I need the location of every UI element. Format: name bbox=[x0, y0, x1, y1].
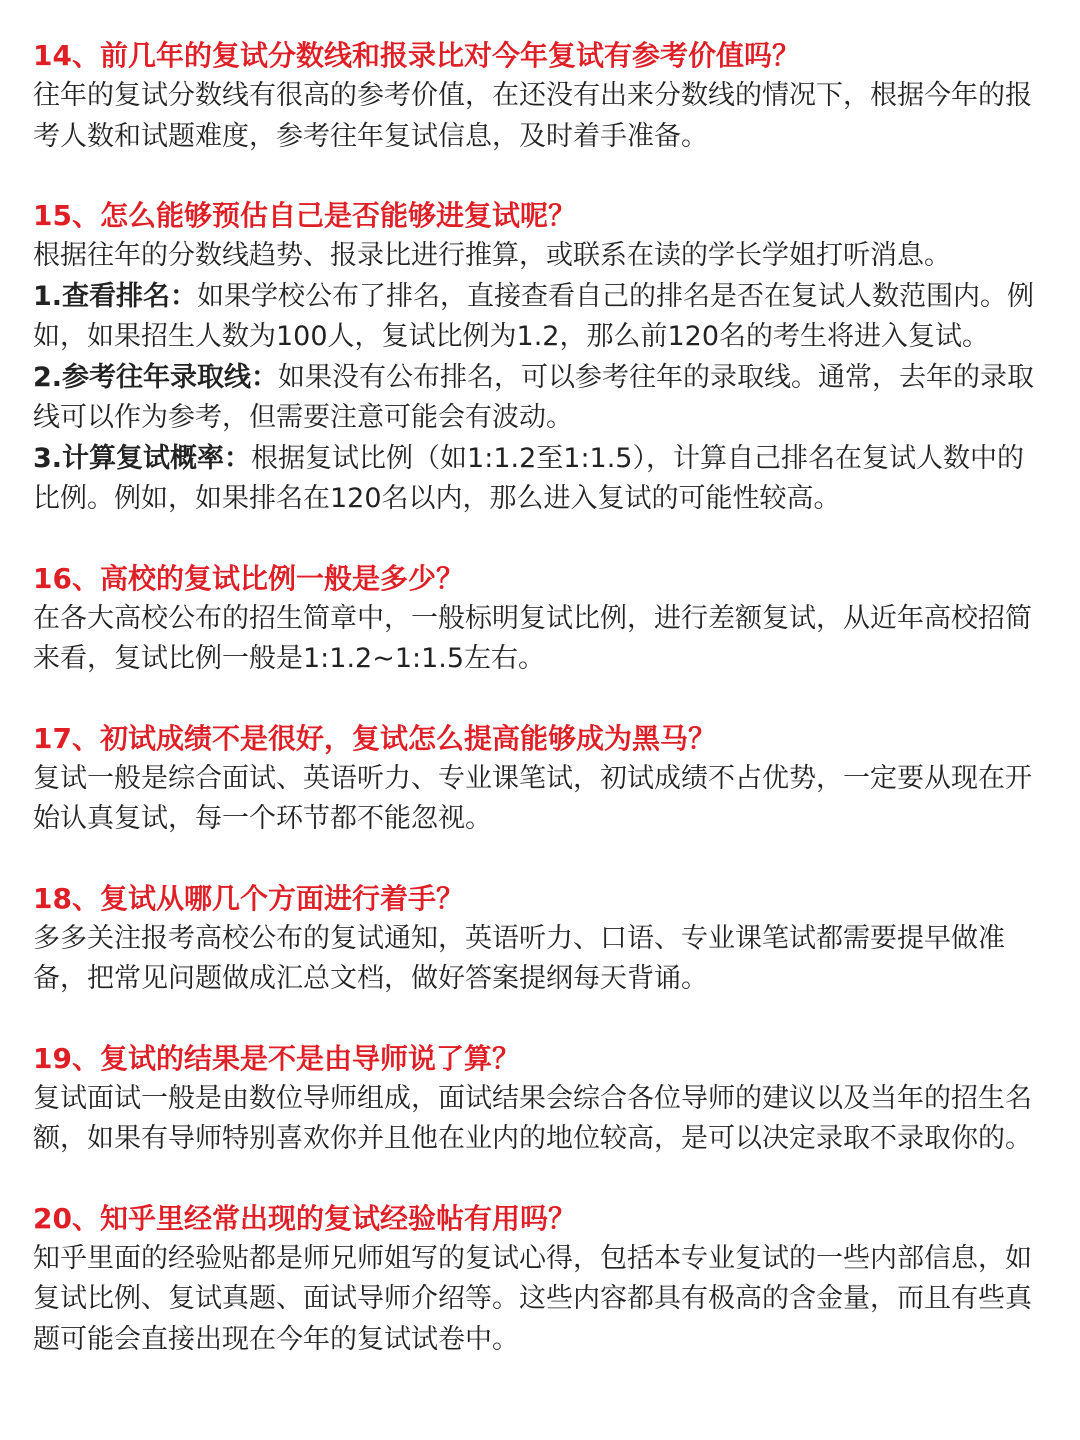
point-text: 如果学校公布了排名，直接查看自己的排名是否在复试人数范围内。例如，如果招生人数为100人，复试比例为1.2，那么前120名的考生将进入复试。 bbox=[33, 280, 1035, 352]
answer-point bbox=[33, 277, 1047, 358]
answer-point bbox=[33, 439, 1047, 520]
point-label: 1.查看排名： bbox=[33, 280, 198, 312]
faq-item-19 bbox=[33, 1039, 1047, 1160]
question-heading: 19、复试的结果是不是由导师说了算？ bbox=[33, 1041, 520, 1075]
faq-item-15 bbox=[33, 196, 1047, 520]
question-heading: 14、前几年的复试分数线和报录比对今年复试有参考价值吗？ bbox=[33, 39, 800, 72]
faq-item-16 bbox=[33, 559, 1047, 680]
answer-text: 多多关注报考高校公布的复试通知，英语听力、口语、专业课笔试都需要提早做准备，把常见问题做成汇总文档，做好答案提纲每天背诵。 bbox=[33, 922, 1005, 994]
answer-text: 根据往年的分数线趋势、报录比进行推算，或联系在读的学长学姐打听消息。 bbox=[33, 240, 951, 271]
faq-item-14 bbox=[33, 36, 1047, 157]
answer-text: 复试一般是综合面试、英语听力、专业课笔试，初试成绩不占优势，一定要从现在开始认真复试，每一个环节都不能忽视。 bbox=[33, 762, 1032, 834]
faq-item-17 bbox=[33, 719, 1047, 840]
faq-item-20 bbox=[33, 1199, 1047, 1361]
faq-document bbox=[33, 36, 1047, 1360]
point-label: 3.计算复试概率： bbox=[33, 442, 252, 474]
answer-point bbox=[33, 358, 1047, 439]
answer-text: 复试面试一般是由数位导师组成，面试结果会综合各位导师的建议以及当年的招生名额，如果有导师特别喜欢你并且他在业内的地位较高，是可以决定录取不录取你的。 bbox=[33, 1082, 1032, 1154]
point-text: 根据复试比例（如1:1.2至1:1.5），计算自己排名在复试人数中的比例。例如，如果排名在120名以内，那么进入复试的可能性较高。 bbox=[33, 442, 1024, 514]
point-label: 2.参考往年录取线： bbox=[33, 361, 279, 393]
question-heading: 16、高校的复试比例一般是多少？ bbox=[33, 561, 464, 595]
question-heading: 20、知乎里经常出现的复试经验帖有用吗？ bbox=[33, 1201, 576, 1235]
answer-text: 知乎里面的经验贴都是师兄师姐写的复试心得，包括本专业复试的一些内部信息，如复试比例、复试真题、面试导师介绍等。这些内容都具有极高的含金量，而且有些真题可能会直接出现在今年的复试试卷中。 bbox=[33, 1242, 1032, 1355]
answer-text: 往年的复试分数线有很高的参考价值，在还没有出来分数线的情况下，根据今年的报考人数和试题难度，参考往年复试信息，及时着手准备。 bbox=[33, 80, 1032, 152]
question-heading: 18、复试从哪几个方面进行着手？ bbox=[33, 881, 464, 915]
answer-text: 在各大高校公布的招生简章中，一般标明复试比例，进行差额复试，从近年高校招简来看，复试比例一般是1:1.2~1:1.5左右。 bbox=[33, 602, 1032, 674]
question-heading: 17、初试成绩不是很好，复试怎么提高能够成为黑马？ bbox=[33, 721, 716, 755]
point-text: 如果没有公布排名，可以参考往年的录取线。通常，去年的录取线可以作为参考，但需要注意可能会有波动。 bbox=[33, 361, 1035, 433]
question-heading: 15、怎么能够预估自己是否能够进复试呢？ bbox=[33, 199, 576, 232]
faq-item-18 bbox=[33, 879, 1047, 1000]
